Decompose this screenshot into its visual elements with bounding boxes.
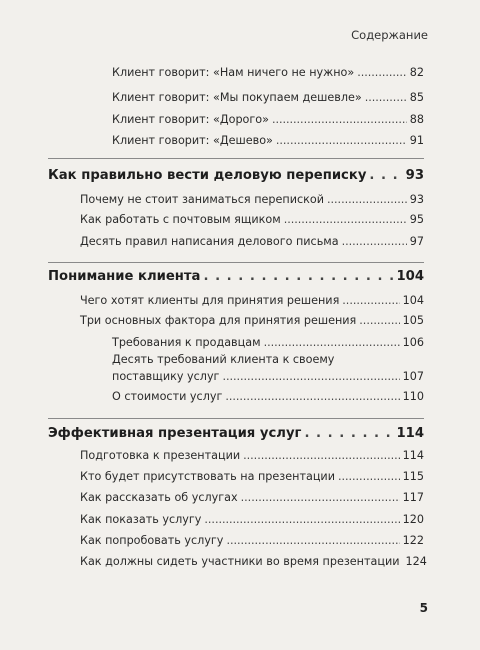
page-number: 5 [419, 601, 428, 615]
toc-entry [80, 213, 424, 226]
toc-entry-label: Как попробовать услугу [80, 534, 224, 547]
toc-entry-page: 107 [402, 370, 424, 383]
toc-entry-page: 104 [402, 294, 424, 307]
dot-leader [241, 491, 400, 504]
dot-leader [284, 213, 407, 226]
toc-subentry [112, 336, 424, 349]
section-divider [48, 158, 424, 159]
toc-entry-page: 93 [409, 193, 424, 206]
toc-chapter [48, 168, 424, 183]
toc-entry [80, 449, 424, 462]
toc-entry [112, 134, 424, 147]
toc-chapter-title: Эффективная презентация услуг [48, 426, 302, 441]
toc-entry [112, 113, 424, 126]
dot-leader [272, 113, 407, 126]
toc-entry-label: Подготовка к презентации [80, 449, 241, 462]
dot-leader [264, 336, 400, 349]
toc-entry-label: Десять правил написания делового письма [80, 235, 339, 248]
toc-entry-label: Как должны сидеть участники во время презентации [80, 555, 400, 568]
toc-chapter-title: Понимание клиента [48, 269, 201, 284]
toc-entry-page: 95 [409, 213, 424, 226]
toc-entry-label: Клиент говорит: «Дорого» [112, 113, 269, 126]
toc-entry-label: Требования к продавцам [112, 336, 261, 349]
toc-entry-page: 97 [409, 235, 424, 248]
section-divider [48, 418, 424, 419]
toc-chapter [48, 269, 424, 284]
toc-entry [80, 235, 424, 248]
toc-entry-label: Три основных фактора для принятия решения [80, 314, 357, 327]
dot-leader [342, 294, 399, 307]
toc-entry-page: 91 [409, 134, 424, 147]
dot-leader [327, 193, 407, 206]
toc-entry-page: 110 [402, 390, 424, 403]
toc-entry-label: Клиент говорит: «Мы покупаем дешевле» [112, 91, 362, 104]
dot-leader [243, 449, 400, 462]
toc-chapter-page: 104 [396, 269, 424, 284]
dot-leader [365, 91, 407, 104]
toc-entry [80, 534, 424, 547]
toc-entry-page: 122 [402, 534, 424, 547]
toc-chapter-page: 114 [396, 426, 424, 441]
toc-entry-label: поставщику услуг [112, 370, 220, 383]
toc-entry-page: 88 [409, 113, 424, 126]
dot-leader [304, 426, 393, 441]
dot-leader [226, 534, 399, 547]
toc-entry [80, 314, 424, 327]
running-head: Содержание [351, 28, 428, 42]
toc-entry [80, 555, 427, 568]
toc-entry-page: 106 [402, 336, 424, 349]
toc-subentry-line1: Десять требований клиента к своему [112, 353, 335, 366]
dot-leader [203, 269, 393, 284]
dot-leader [204, 513, 399, 526]
dot-leader [342, 235, 407, 248]
toc-subentry [112, 390, 424, 403]
toc-entry-label: Почему не стоит заниматься перепиской [80, 193, 325, 206]
toc-entry-page: 124 [405, 555, 427, 568]
toc-entry [112, 91, 424, 104]
toc-entry-page: 85 [409, 91, 424, 104]
dot-leader [359, 314, 399, 327]
toc-entry-label: Чего хотят клиенты для принятия решения [80, 294, 340, 307]
dot-leader [369, 168, 402, 183]
dot-leader [225, 390, 399, 403]
section-divider [48, 262, 424, 263]
toc-entry-page: 82 [409, 66, 424, 79]
dot-leader [338, 470, 400, 483]
toc-entry-label: Клиент говорит: «Нам ничего не нужно» [112, 66, 355, 79]
toc-chapter-page: 93 [405, 168, 424, 183]
toc-entry-page: 114 [402, 449, 424, 462]
dot-leader [276, 134, 407, 147]
toc-entry-page: 117 [402, 491, 424, 504]
toc-entry-page: 105 [402, 314, 424, 327]
toc-entry-page: 120 [402, 513, 424, 526]
toc-entry [80, 470, 424, 483]
toc-entry-label: О стоимости услуг [112, 390, 223, 403]
toc-entry [80, 513, 424, 526]
toc-entry [112, 66, 424, 79]
toc-entry-label: Как рассказать об услугах [80, 491, 238, 504]
toc-chapter [48, 426, 424, 441]
toc-entry [80, 193, 424, 206]
toc-entry-label: Как показать услугу [80, 513, 202, 526]
toc-entry-label: Клиент говорит: «Дешево» [112, 134, 273, 147]
dot-leader [357, 66, 407, 79]
toc-entry-label: Как работать с почтовым ящиком [80, 213, 281, 226]
toc-entry [80, 294, 424, 307]
dot-leader [222, 370, 399, 383]
toc-subentry [112, 370, 424, 383]
toc-entry-page: 115 [402, 470, 424, 483]
toc-entry-label: Кто будет присутствовать на презентации [80, 470, 335, 483]
toc-entry [80, 491, 424, 504]
toc-chapter-title: Как правильно вести деловую переписку [48, 168, 367, 183]
